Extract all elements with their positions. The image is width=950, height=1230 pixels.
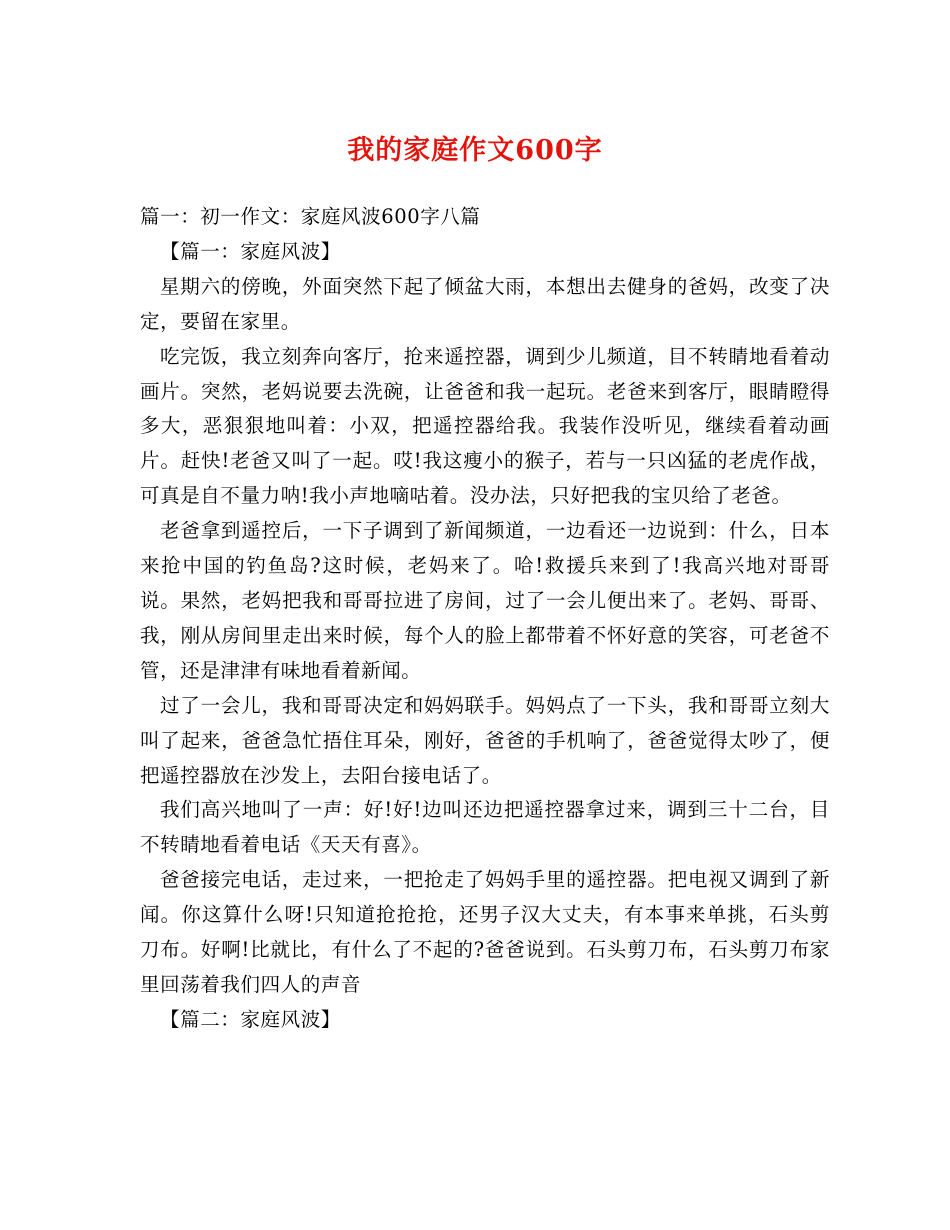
paragraph: 过了一会儿，我和哥哥决定和妈妈联手。妈妈点了一下头，我和哥哥立刻大叫了起来，爸爸急忙捂住耳朵，刚好，爸爸的手机响了，爸爸觉得太吵了，便把遥控器放在沙发上，去阳台接电话了。	[140, 693, 830, 787]
paragraph: 老爸拿到遥控后，一下子调到了新闻频道，一边看还一边说到：什么，日本来抢中国的钓鱼岛?这时候，老妈来了。哈!救援兵来到了!我高兴地对哥哥说。果然，老妈把我和哥哥拉进了房间，过了一会儿便出来了。老妈、哥哥、我，刚从房间里走出来时候，每个人的脸上都带着不怀好意的笑容，可老爸不管，还是津津有味地看着新闻。	[140, 519, 830, 682]
section-title-1: 【篇一：家庭风波】	[160, 239, 341, 263]
paragraph: 我们高兴地叫了一声：好!好!边叫还边把遥控器拿过来，调到三十二台，目不转睛地看着电话《天天有喜》。	[140, 798, 830, 857]
paragraph: 星期六的傍晚，外面突然下起了倾盆大雨，本想出去健身的爸妈，改变了决定，要留在家里。	[140, 274, 830, 333]
document-title: 我的家庭作文600字	[347, 135, 603, 166]
paragraph: 爸爸接完电话，走过来，一把抢走了妈妈手里的遥控器。把电视又调到了新闻。你这算什么呀!只知道抢抢抢，还男子汉大丈夫，有本事来单挑，石头剪刀布。好啊!比就比，有什么了不起的?爸爸说到。石头剪刀布，石头剪刀布家里回荡着我们四人的声音	[140, 868, 830, 996]
paragraph: 吃完饭，我立刻奔向客厅，抢来遥控器，调到少儿频道，目不转睛地看着动画片。突然，老妈说要去洗碗，让爸爸和我一起玩。老爸来到客厅，眼睛瞪得多大，恶狠狠地叫着：小双，把遥控器给我。我装作没听见，继续看着动画片。赶快!老爸又叫了一起。哎!我这瘦小的猴子，若与一只凶猛的老虎作战，可真是自不量力呐!我小声地嘀咕着。没办法，只好把我的宝贝给了老爸。	[140, 344, 830, 508]
section-title-2: 【篇二：家庭风波】	[160, 1007, 341, 1031]
document-subtitle: 篇一：初一作文：家庭风波600字八篇	[140, 205, 481, 228]
document-body	[140, 200, 830, 1038]
